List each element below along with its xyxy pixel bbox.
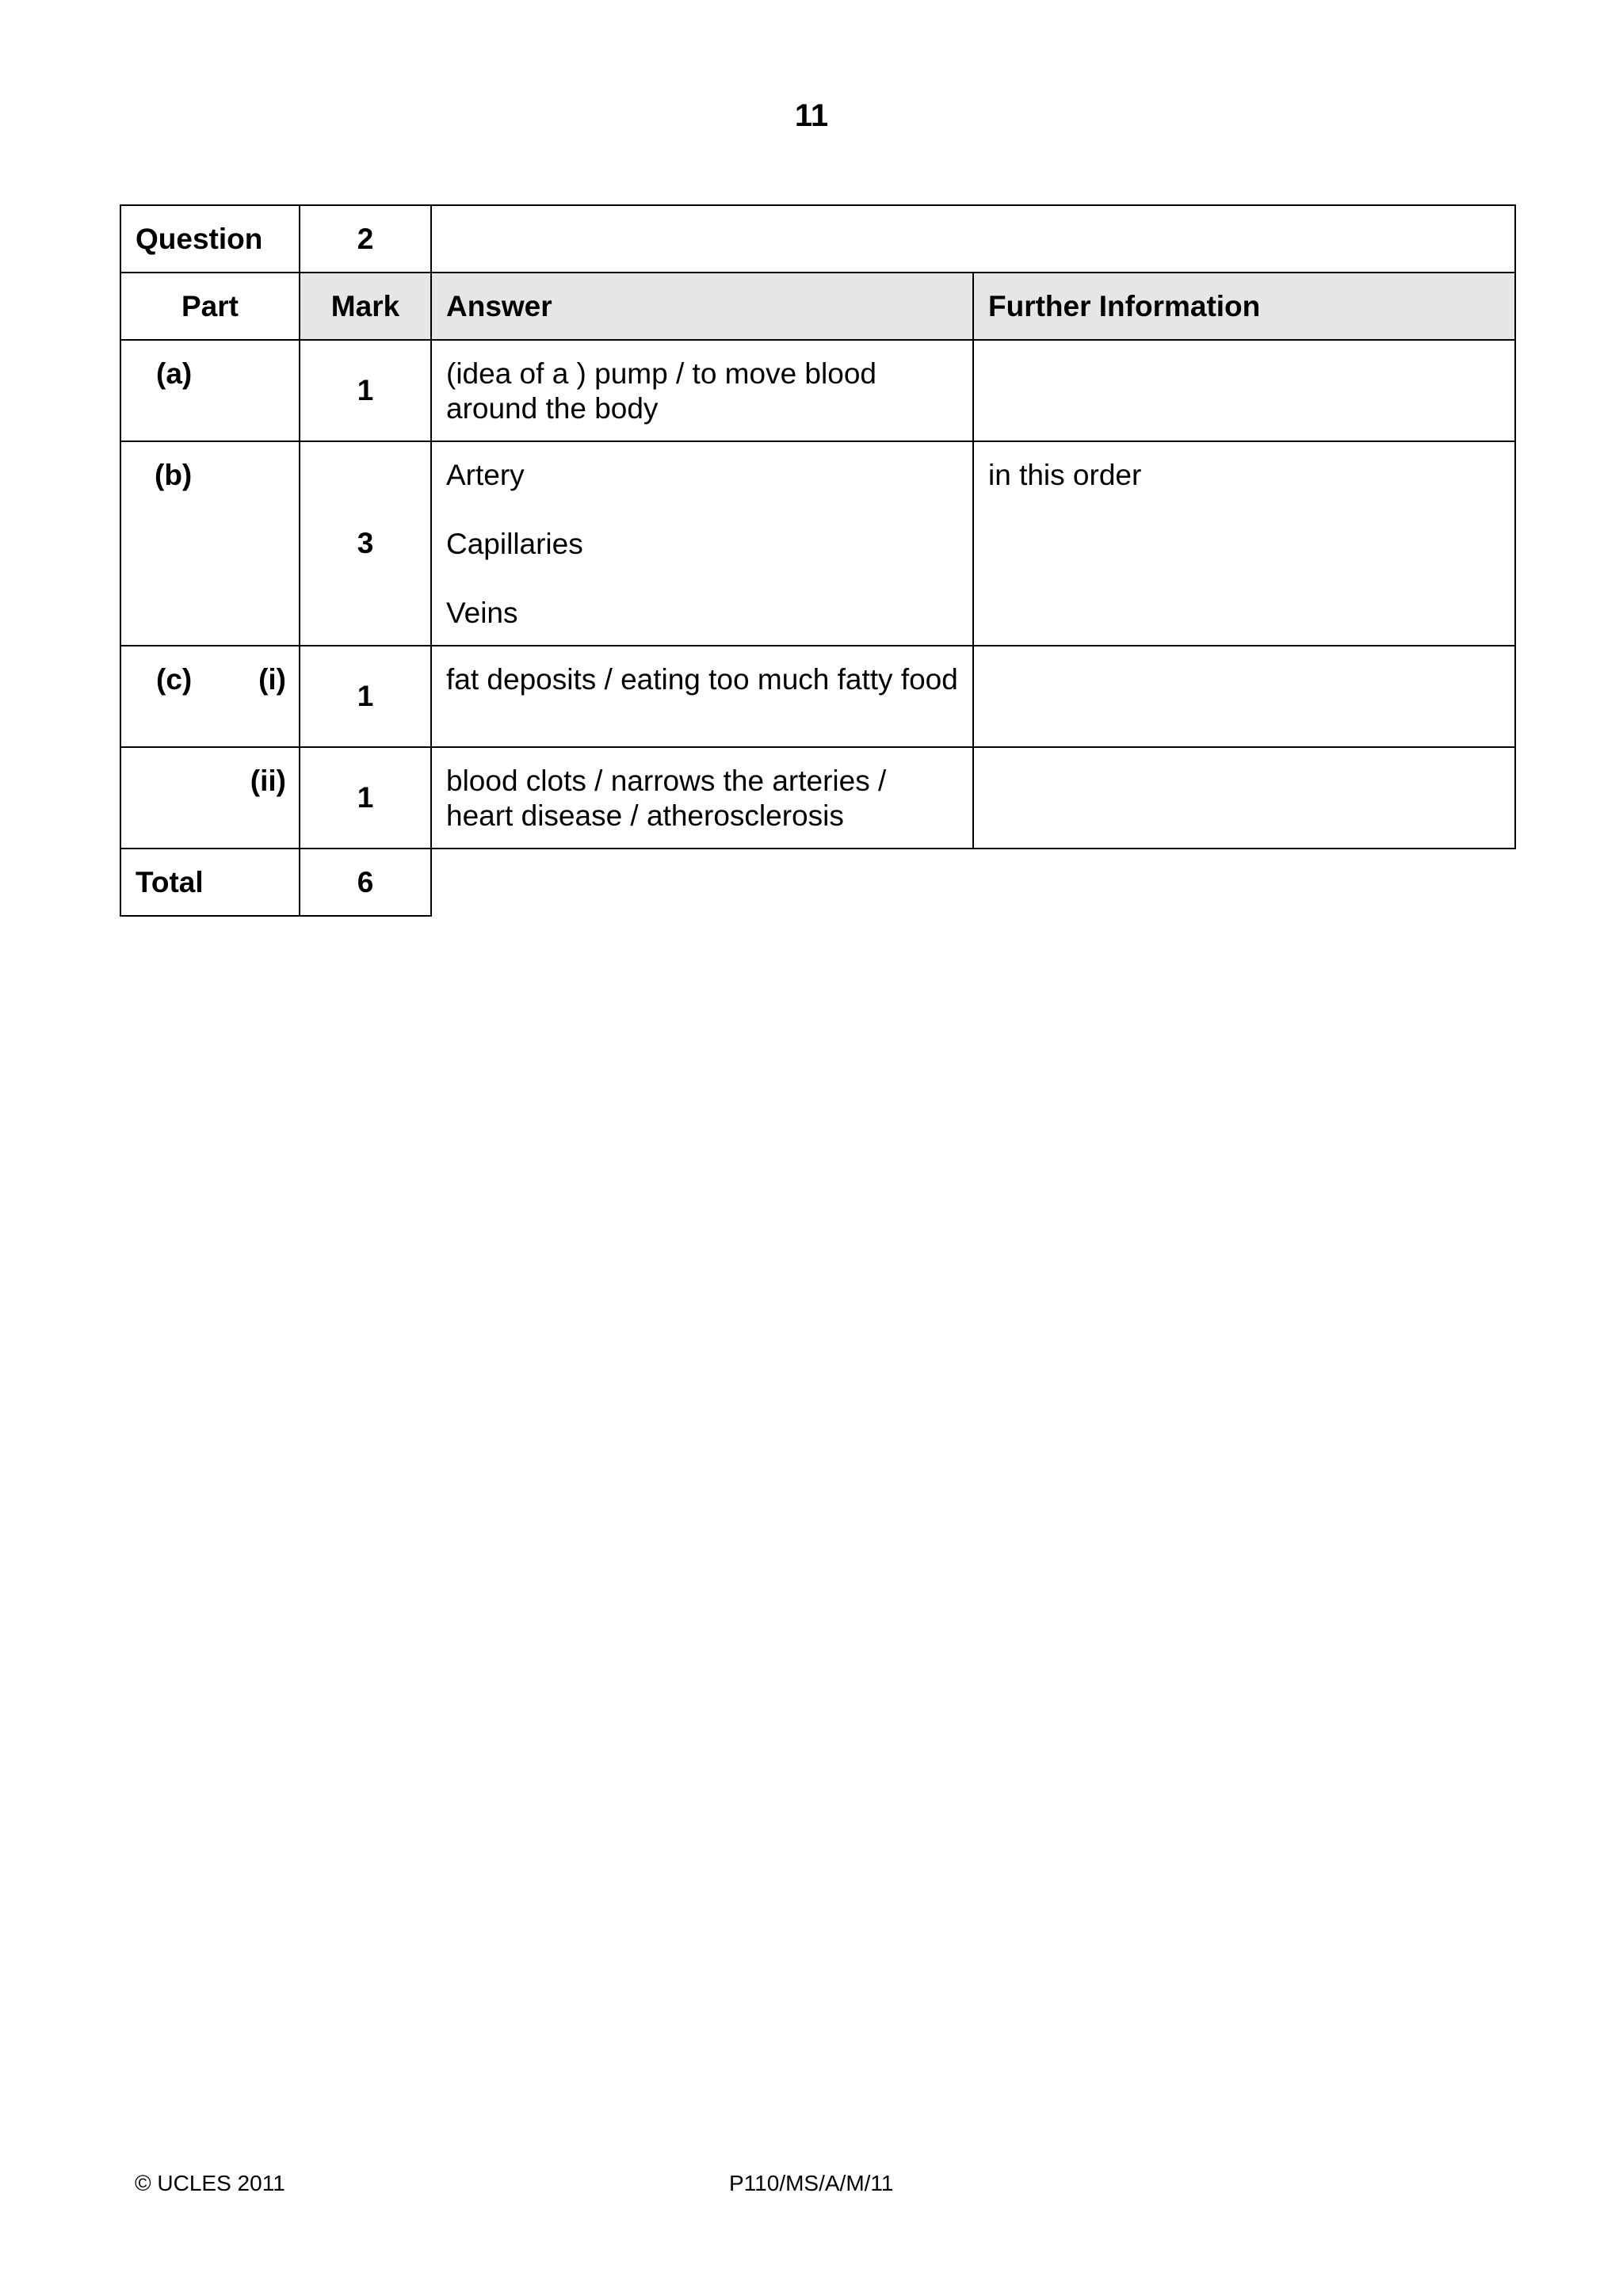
table-row [120,441,1515,646]
answer-cell: blood clots / narrows the arteries / heart disease / atherosclerosis [431,747,973,849]
part-label: (c) [156,663,193,696]
table-row [120,340,1515,441]
header-answer: Answer [431,273,973,340]
part-cell [120,441,300,646]
mark-cell: 1 [300,340,431,441]
footer-code: P110/MS/A/M/11 [729,2171,894,2195]
further-info-cell: in this order [973,441,1515,646]
mark-cell: 3 [300,441,431,646]
header-further-info: Further Information [973,273,1515,340]
answer-cell: fat deposits / eating too much fatty food [431,646,973,747]
question-label: Question [120,205,300,273]
part-cell [120,747,300,849]
subpart-label: (i) [258,663,286,696]
question-blank-cell [431,205,1515,273]
answer-line: Veins [446,597,518,629]
total-row [120,849,1515,916]
subpart-label: (ii) [250,765,286,797]
mark-cell: 1 [300,747,431,849]
header-row [120,273,1515,340]
blank-cell [431,849,973,916]
question-number: 2 [300,205,431,273]
page-number: 11 [794,98,829,133]
part-cell [120,340,300,441]
answer-cell [431,441,973,646]
total-label: Total [120,849,300,916]
further-info-cell [973,646,1515,747]
blank-cell [973,849,1515,916]
further-info-cell [973,340,1515,441]
table-row [120,646,1515,747]
footer-copyright: © UCLES 2011 [135,2171,285,2195]
header-mark: Mark [300,273,431,340]
part-label: (a) [156,357,193,390]
further-info-cell [973,747,1515,849]
table-row [120,747,1515,849]
part-cell [120,646,300,747]
question-row [120,205,1515,273]
answer-cell: (idea of a ) pump / to move blood around the body [431,340,973,441]
mark-scheme-table [120,204,1516,917]
header-part: Part [120,273,300,340]
answer-line: Artery [446,459,525,491]
answer-line: Capillaries [446,528,583,560]
mark-cell: 1 [300,646,431,747]
part-label: (b) [155,459,193,491]
total-mark: 6 [300,849,431,916]
